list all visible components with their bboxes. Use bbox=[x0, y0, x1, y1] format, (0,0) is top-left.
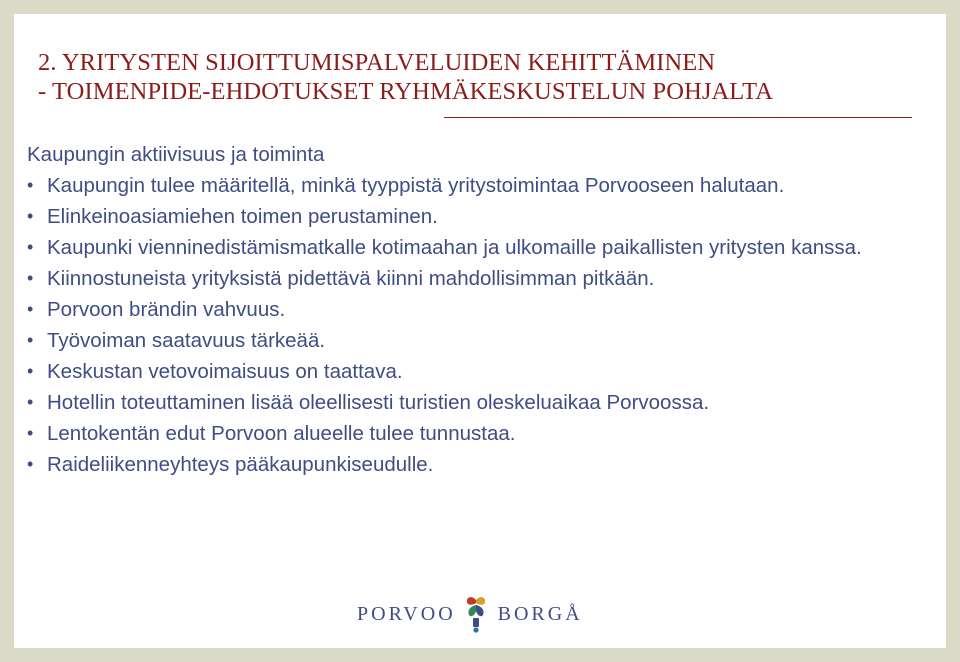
content-area bbox=[27, 139, 907, 480]
bullet-item: • Lentokentän edut Porvoon alueelle tulee tunnustaa. bbox=[27, 418, 907, 449]
city-emblem-icon bbox=[458, 594, 494, 634]
bullet-list bbox=[27, 170, 907, 480]
bullet-item: • Kaupunki vienninedistämismatkalle kotimaahan ja ulkomaille paikallisten yritysten kanssa. bbox=[27, 232, 907, 263]
logo-text-borga: BORGÅ bbox=[497, 602, 583, 625]
title-underline bbox=[444, 117, 912, 118]
logo-text-porvoo: PORVOO bbox=[357, 602, 456, 625]
porvoo-borga-logo bbox=[357, 594, 583, 634]
slide bbox=[14, 14, 946, 648]
bullet-item: • Kiinnostuneista yrityksistä pidettävä kiinni mahdollisimman pitkään. bbox=[27, 263, 907, 294]
bullet-item: • Raideliikenneyhteys pääkaupunkiseudulle. bbox=[27, 449, 907, 480]
title-line-1: 2. YRITYSTEN SIJOITTUMISPALVELUIDEN KEHITTÄMINEN bbox=[38, 49, 716, 76]
title-line-2: - TOIMENPIDE-EHDOTUKSET RYHMÄKESKUSTELUN POHJALTA bbox=[38, 78, 774, 105]
bullet-item: • Porvoon brändin vahvuus. bbox=[27, 294, 907, 325]
slide-title bbox=[38, 48, 773, 106]
bullet-item: • Kaupungin tulee määritellä, minkä tyyppistä yritystoimintaa Porvooseen halutaan. bbox=[27, 170, 907, 201]
bullet-item: • Työvoiman saatavuus tärkeää. bbox=[27, 325, 907, 356]
bullet-item: • Elinkeinoasiamiehen toimen perustaminen. bbox=[27, 201, 907, 232]
section-heading: Kaupungin aktiivisuus ja toiminta bbox=[27, 143, 325, 166]
bullet-item: • Hotellin toteuttaminen lisää oleellisesti turistien oleskeluaikaa Porvoossa. bbox=[27, 387, 907, 418]
bullet-item: • Keskustan vetovoimaisuus on taattava. bbox=[27, 356, 907, 387]
